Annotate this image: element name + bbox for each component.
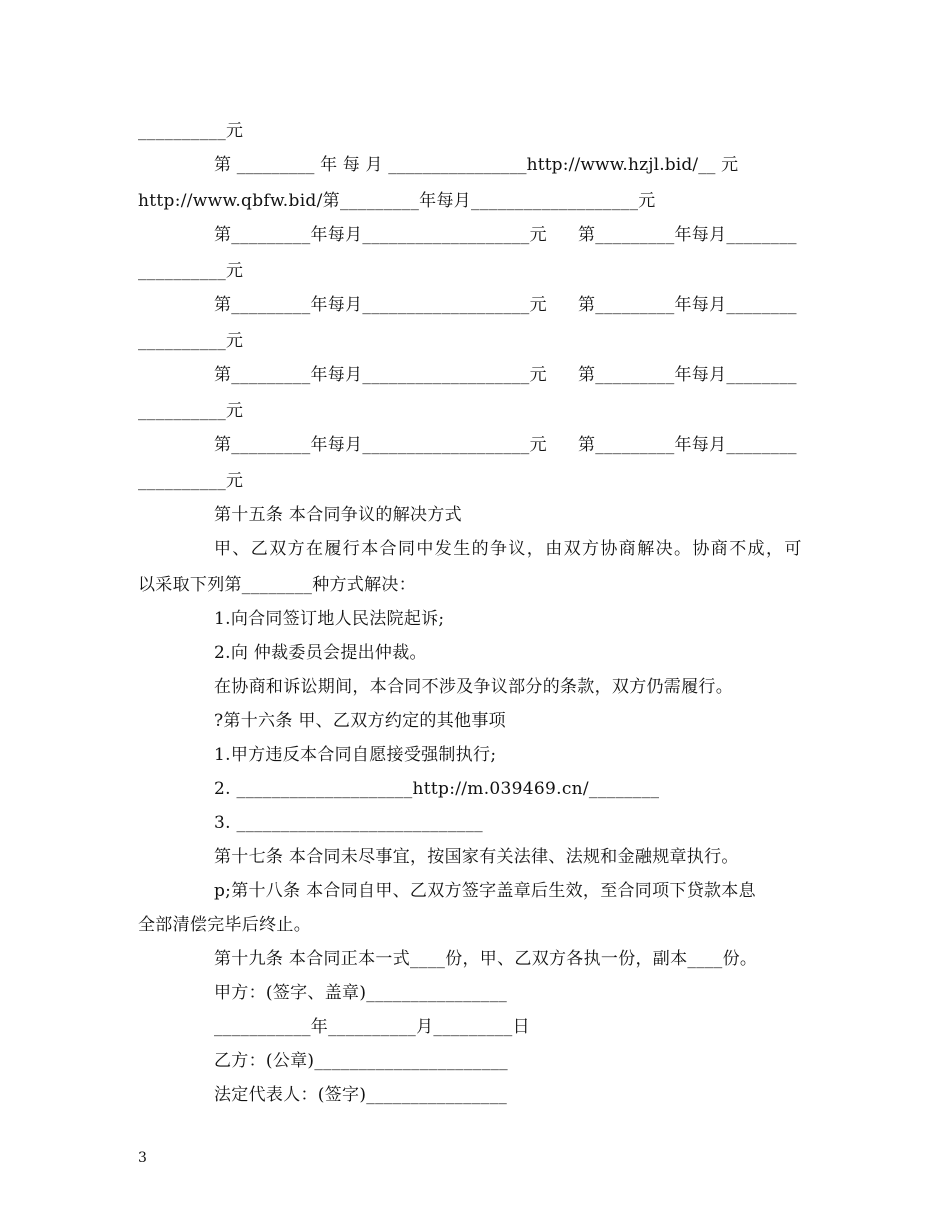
text-line [0,1044,950,1078]
text-line [0,428,950,462]
page-number: 3 [138,1150,147,1166]
article-heading: 第十九条 本合同正本一式____份，甲、乙双方各执一份，副本____份。 [214,949,758,969]
payment-line: __________元 [138,471,244,491]
list-item: 1.向合同签订地人民法院起诉; [214,609,445,629]
paragraph-text: 甲、乙双方在履行本合同中发生的争议，由双方协商解决。协商不成，可 [214,539,803,559]
paragraph-text: 全部清偿完毕后终止。 [138,915,311,935]
list-item: 1.甲方违反本合同自愿接受强制执行; [214,745,497,765]
text-line [0,532,950,566]
payment-entry: 第_________年每月___________________元 [214,225,547,245]
text-line [0,636,950,670]
text-line [0,568,950,602]
paragraph-text: 在协商和诉讼期间，本合同不涉及争议部分的条款，双方仍需履行。 [214,677,733,697]
payment-entry: 第_________年每月________ [578,435,797,455]
payment-entry: 第_________年每月___________________元 [214,295,547,315]
text-line [0,324,950,358]
article-heading: 第十五条 本合同争议的解决方式 [214,505,462,525]
payment-entry: 第_________年每月________ [578,365,797,385]
text-line [0,358,950,392]
text-line [0,1010,950,1044]
text-line [0,942,950,976]
text-line [0,218,950,252]
date-line: ___________年__________月_________日 [214,1017,530,1037]
list-item: 2. ____________________http://m.039469.cn/________ [214,779,660,799]
text-line [0,806,950,840]
payment-line: __________元 [138,121,244,141]
text-line [0,908,950,942]
text-line [0,288,950,322]
list-item: 3. ____________________________ [214,813,483,833]
text-line [0,498,950,532]
payment-entry: 第_________年每月___________________元 [214,435,547,455]
text-line [0,148,950,182]
payment-line: __________元 [138,401,244,421]
payment-entry: 第_________年每月________ [578,295,797,315]
text-line [0,114,950,148]
text-line [0,254,950,288]
text-line [0,602,950,636]
text-line [0,738,950,772]
legal-representative-line: 法定代表人：(签字)________________ [214,1085,508,1105]
payment-line: __________元 [138,331,244,351]
list-item: 2.向 仲裁委员会提出仲裁。 [214,643,427,663]
article-heading: p;第十八条 本合同自甲、乙双方签字盖章后生效，至合同项下贷款本息 [214,881,756,901]
payment-line: 第 _________ 年 每 月 ________________http://www.hzjl.bid/__ 元 [214,155,739,175]
payment-line: __________元 [138,261,244,281]
text-line [0,976,950,1010]
text-line [0,1078,950,1112]
text-line [0,704,950,738]
payment-line: http://www.qbfw.bid/第_________年每月___________________元 [138,191,656,211]
text-line [0,464,950,498]
article-heading: ?第十六条 甲、乙双方约定的其他事项 [214,711,506,731]
paragraph-text: 以采取下列第________种方式解决： [138,575,416,595]
article-heading: 第十七条 本合同未尽事宜，按国家有关法律、法规和金融规章执行。 [214,847,739,867]
text-line [0,670,950,704]
payment-entry: 第_________年每月________ [578,225,797,245]
text-line [0,874,950,908]
text-line [0,840,950,874]
payment-entry: 第_________年每月___________________元 [214,365,547,385]
text-line [0,184,950,218]
party-a-signature-line: 甲方：(签字、盖章)________________ [214,983,508,1003]
party-b-seal-line: 乙方：(公章)______________________ [214,1051,508,1071]
text-line [0,394,950,428]
text-line [0,772,950,806]
